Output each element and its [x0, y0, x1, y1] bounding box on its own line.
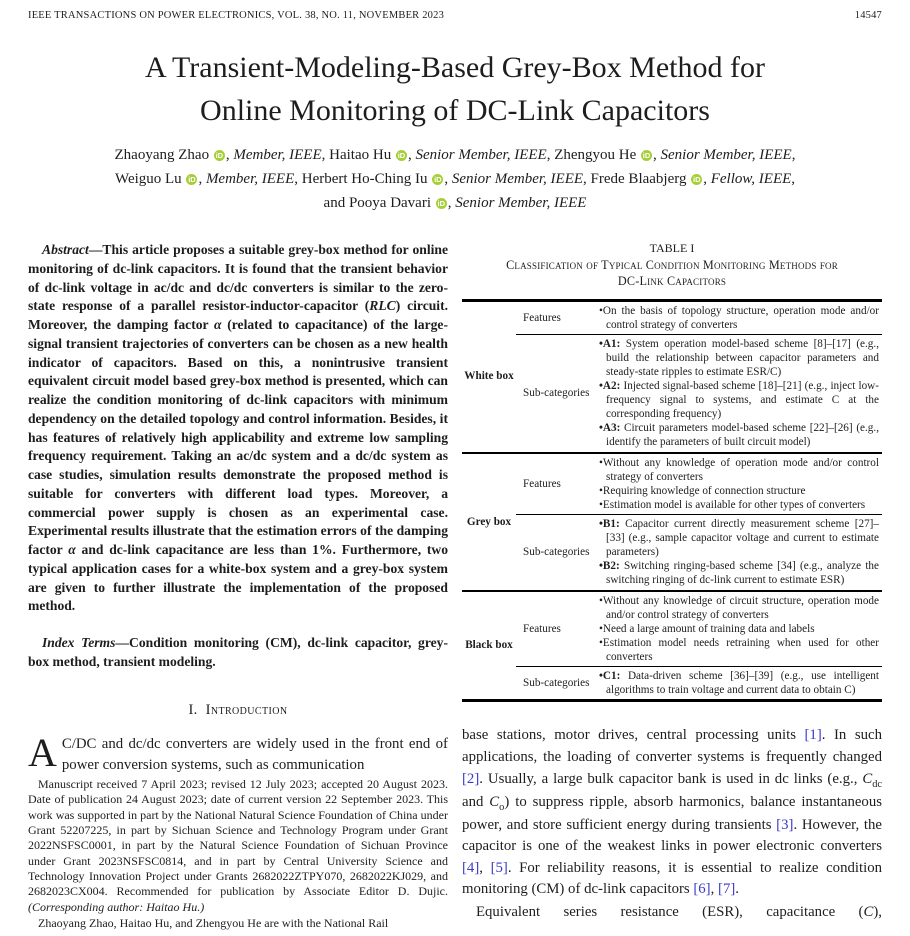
running-header — [0, 0, 910, 21]
right-column — [462, 241, 882, 921]
abstract-paragraph: Abstract—This article proposes a suitable grey-box method for online monitoring of dc-link capacitors. It is found that the transient behavior of dc-link voltage in ac/dc and dc/dc converters is similar to the zero-state response of a parallel resistor-inductor-capacitor (RLC) circuit. Moreover, the damping factor α (related to capacitance) of the large-signal transient trajectories of converters can be chosen as a new health indicator of capacitors. Based on this, a nonintrusive transient equivalent circuit model based grey-box method is presented, which can realize the condition monitoring of dc-link capacitors with minimum dependency on the detailed topology and control information. Besides, it has features of relatively high applicability and extreme low sampling frequency requirement. Taking an ac/dc system and a dc/dc system as case studies, simulation results demonstrate the proposed method is suitable for converters with different load types. Moreover, a commercial power supply is chosen as an experimental case. Experimental results illustrate that the estimation errors of the damping factor α and dc-link capacitance are less than 1%. Furthermore, two typical application cases for a white-box system and a grey-box system are given to further illustrate the implementation of the proposed method. — [28, 242, 448, 614]
section-title: Introduction — [205, 701, 288, 718]
row-content-cell — [596, 334, 882, 452]
table-row — [462, 515, 882, 591]
row-content-cell — [596, 591, 882, 667]
table-row — [462, 591, 882, 667]
citation-link[interactable]: [7] — [718, 881, 736, 898]
intro-paragraph — [28, 729, 448, 777]
table-bullet-item: •A3: Circuit parameters model-based scheme [22]–[26] (e.g., identify the parameters of built circuit model) — [599, 422, 879, 449]
citation-link[interactable]: [3] — [776, 816, 794, 833]
orcid-icon[interactable]: iD — [437, 199, 445, 209]
body-paragraph-2: Equivalent series resistance (ESR), capacitance (C), — [476, 904, 882, 921]
table-bullet-item: •Requiring knowledge of connection structure — [599, 484, 806, 497]
author-line: Zhaoyang Zhao iD , Member, IEEE, Haitao Hu iD , Senior Member, IEEE, Zhengyou He iD , Senior Member, IEEE, — [114, 147, 796, 164]
orcid-icon[interactable]: iD — [215, 151, 224, 161]
journal-header-text: IEEE TRANSACTIONS ON POWER ELECTRONICS, VOL. 38, NO. 11, NOVEMBER 2023 — [28, 10, 445, 21]
table-bullet-item: •B2: Switching ringing-based scheme [34] (e.g., analyze the switching ringing of dc-link current to estimate ESR) — [599, 560, 879, 587]
table-group — [462, 300, 882, 453]
table-row — [462, 667, 882, 701]
table-caption-text: Classification of Typical Condition Monitoring Methods for DC-Link Capacitors — [506, 257, 838, 288]
paper-title — [20, 47, 890, 132]
table-bullet-item: •Without any knowledge of circuit structure, operation mode and/or control strategy of converters — [599, 594, 879, 621]
author-line: Weiguo Lu iD , Member, IEEE, Herbert Ho-Ching Iu iD , Senior Member, IEEE, Frede Blaabjerg iD , Fellow, IEEE, — [114, 171, 796, 188]
citation-link[interactable]: [5] — [490, 859, 508, 876]
orcid-icon[interactable]: iD — [188, 175, 196, 185]
table-bullet-item: •Need a large amount of training data and labels — [599, 622, 815, 635]
title-line-1: A Transient-Modeling-Based Grey-Box Method for — [145, 51, 765, 84]
table-caption — [462, 241, 882, 289]
table-group — [462, 591, 882, 701]
body-paragraph: base stations, motor drives, central processing units [1]. In such applications, the loading of converter systems is frequently changed [2]. Usually, a large bulk capacitor bank is used in dc links (e.g., $C_{dc}$ and $C_o$) to suppress ripple, absorb harmonics, balance instantaneous power, and store sufficient energy during transients [3]. However, the capacitor is one of the weakest links in power electronic converters [4], [5]. For reliability reasons, it is essential to realize condition monitoring (CM) of dc-link capacitors [6], [7]. — [462, 727, 882, 898]
title-line-2: Online Monitoring of DC-Link Capacitors — [200, 93, 710, 127]
row-label-cell: Sub-categories — [516, 667, 596, 701]
row-content-cell — [596, 300, 882, 334]
category-cell: Grey box — [462, 453, 516, 591]
category-cell: Black box — [462, 591, 516, 701]
index-terms-paragraph: Index Terms—Condition monitoring (CM), dc-link capacitor, grey-box method, transient modeling. — [28, 635, 448, 669]
two-column-body — [0, 241, 910, 931]
page-number: 14547 — [854, 10, 882, 21]
table-group — [462, 453, 882, 591]
row-label-cell: Features — [523, 311, 561, 324]
footnote-clipped-line: Zhaoyang Zhao, Haitao Hu, and Zhengyou He are with the National Rail — [38, 916, 389, 931]
table-bullet-item: •C1: Data-driven scheme [36]–[39] (e.g., use intelligent algorithms to train voltage and current data to obtain C) — [599, 670, 879, 697]
orcid-icon[interactable]: iD — [397, 151, 406, 161]
orcid-icon[interactable]: iD — [642, 151, 651, 161]
section-heading — [28, 702, 448, 719]
row-content-cell — [596, 453, 882, 515]
citation-link[interactable]: [2] — [462, 770, 480, 787]
row-content-cell — [596, 667, 882, 701]
row-label-cell: Features — [516, 453, 596, 515]
table-bullet-item: •Estimation model is available for other types of converters — [599, 498, 866, 511]
drop-cap: A — [28, 729, 57, 775]
author-block — [0, 143, 910, 215]
classification-table — [462, 299, 882, 703]
table-bullet-item: •B1: Capacitor current directly measurement scheme [27]–[33] (e.g., sample capacitor voltage and current to estimate parameters) — [599, 518, 879, 559]
left-column — [28, 241, 448, 931]
row-label-cell: Features — [516, 591, 596, 667]
row-label-cell: Sub-categories — [516, 334, 596, 452]
table-bullet-item: •A1: System operation model-based scheme [8]–[17] (e.g., build the relationship between capacitor parameters and steady-state ripples to estimate ESR/C) — [599, 337, 879, 378]
row-content-cell — [596, 515, 882, 591]
author-line: and Pooya Davari iD , Senior Member, IEEE — [323, 195, 587, 212]
manuscript-footnote: Manuscript received 7 April 2023; revised 12 July 2023; accepted 20 August 2023. Date of publication 24 August 2023; date of current version 22 September 2023. This work was supported in part by the National Natural Science Foundation of China under Grant 52207225, in part by Sichuan Science and Technology Program under Grant 2022NSFSC0001, in part by the Natural Science Foundation of Sichuan Province under Grant 2023NSFSC0814, and in part by Central University Science and Technology Innovation Project under Grants 2682022ZTPY070, 2682022KJ029, and 2682023CX004. Recommended for publication by Associate Editor D. Dujic. (Corresponding author: Haitao Hu.) — [28, 776, 448, 914]
orcid-icon[interactable]: iD — [434, 175, 442, 185]
table-label: TABLE I — [649, 241, 695, 256]
table-row — [462, 300, 882, 334]
table-row — [462, 453, 882, 515]
table-row — [462, 334, 882, 452]
section-number: I. — [188, 701, 198, 718]
table-bullet-item: •On the basis of topology structure, operation mode and/or control strategy of converters — [599, 304, 879, 331]
table-bullet-item: •Estimation model needs retraining when used for other converters — [599, 636, 879, 664]
citation-link[interactable]: [6] — [693, 881, 711, 898]
table-bullet-item: •Without any knowledge of operation mode and/or control strategy of converters — [599, 456, 879, 483]
row-label-cell: Sub-categories — [516, 515, 596, 591]
intro-text: C/DC and dc/dc converters are widely used in the front end of power conversion systems, such as communication — [61, 735, 448, 774]
orcid-icon[interactable]: iD — [692, 175, 701, 185]
citation-link[interactable]: [4] — [462, 859, 480, 876]
citation-link[interactable]: [1] — [804, 727, 822, 744]
category-cell: White box — [464, 370, 514, 383]
table-bullet-item: •A2: Injected signal-based scheme [18]–[21] (e.g., inject low-frequency signal to systems, and estimate C at the corresponding frequency) — [599, 380, 879, 421]
